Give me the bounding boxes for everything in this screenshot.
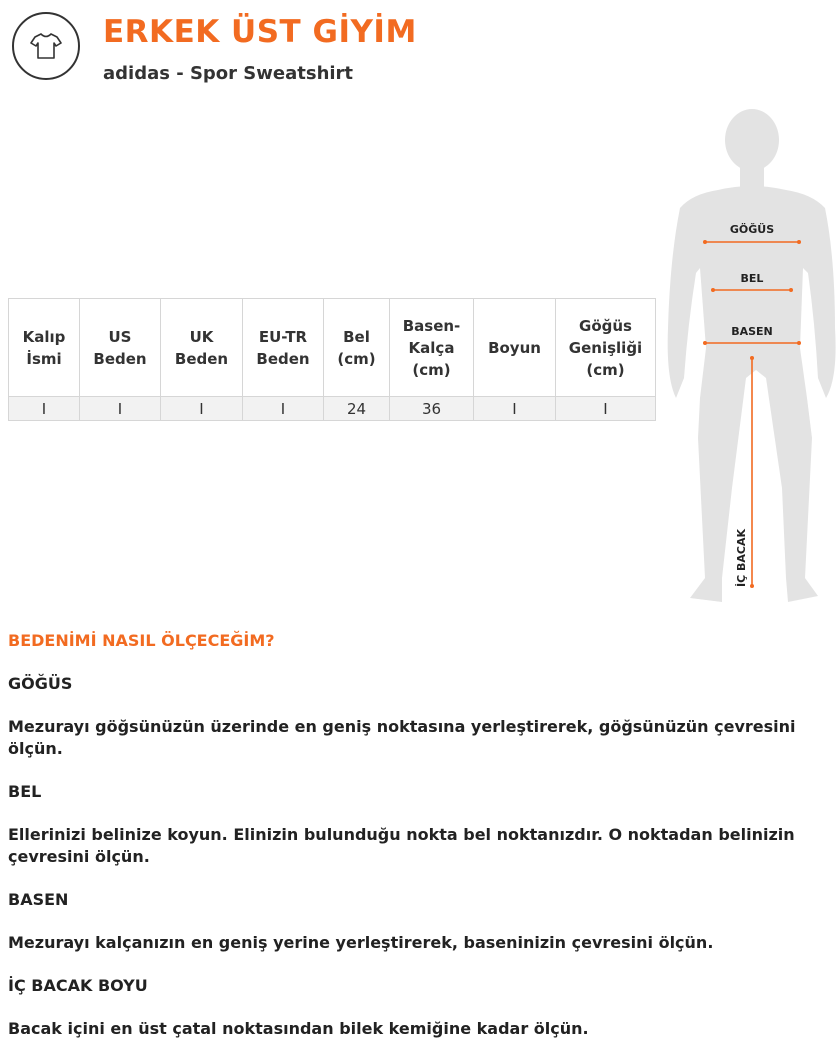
- column-header: [9, 299, 80, 397]
- inseam-measure-line: [750, 356, 754, 588]
- table-cell: I: [9, 397, 80, 421]
- table-cell: 36: [390, 397, 474, 421]
- column-header-text: (cm): [337, 349, 376, 368]
- inseam-label: İÇ BACAK: [735, 528, 748, 588]
- column-header-text: Genişliği: [568, 338, 643, 357]
- table-cell: I: [474, 397, 556, 421]
- hip-label: BASEN: [731, 325, 773, 338]
- table-body: [9, 397, 656, 421]
- size-table: [8, 298, 656, 421]
- column-header-text: Beden: [174, 349, 229, 368]
- column-header: [161, 299, 243, 397]
- column-header: [243, 299, 324, 397]
- product-name: adidas - Spor Sweatshirt: [103, 63, 354, 84]
- column-header-text: EU-TR: [258, 327, 308, 346]
- measurement-guide: [8, 630, 808, 1040]
- column-header: [474, 299, 556, 397]
- column-header-text: Kalıp: [22, 327, 66, 346]
- body-measurement-figure: [660, 108, 840, 608]
- column-header: [390, 299, 474, 397]
- inseam-instruction: Bacak içini en üst çatal noktasından bilek kemiğine kadar ölçün.: [8, 1019, 589, 1038]
- table-row: [9, 397, 656, 421]
- size-table-container: [8, 298, 656, 421]
- column-header-text: Basen-: [402, 316, 461, 335]
- guide-title: BEDENİMİ NASIL ÖLÇECEĞİM?: [8, 631, 275, 650]
- column-header: [556, 299, 656, 397]
- tshirt-icon: [12, 12, 80, 80]
- waist-label: BEL: [740, 272, 764, 285]
- table-cell: I: [161, 397, 243, 421]
- column-header-text: US: [108, 327, 132, 346]
- chest-heading: GÖĞÜS: [8, 674, 73, 693]
- column-header-text: Beden: [256, 349, 310, 368]
- table-cell: I: [556, 397, 656, 421]
- inseam-heading: İÇ BACAK BOYU: [8, 976, 148, 995]
- column-header-text: Kalça: [408, 338, 455, 357]
- column-header: [324, 299, 390, 397]
- column-header-text: Göğüs: [579, 316, 632, 335]
- chest-label: GÖĞÜS: [729, 223, 775, 236]
- hip-heading: BASEN: [8, 890, 69, 909]
- column-header-text: (cm): [412, 360, 451, 379]
- column-header-text: UK: [189, 327, 214, 346]
- column-header-text: Bel: [343, 327, 370, 346]
- waist-heading: BEL: [8, 782, 42, 801]
- table-cell: 24: [324, 397, 390, 421]
- column-header-text: Boyun: [488, 338, 541, 357]
- column-header-text: İsmi: [26, 349, 62, 368]
- waist-instruction: Ellerinizi belinize koyun. Elinizin bulunduğu nokta bel noktanızdır. O noktadan belinizin çevresini ölçün.: [8, 825, 795, 866]
- column-header-text: (cm): [586, 360, 625, 379]
- table-header-row: [9, 299, 656, 397]
- table-cell: I: [80, 397, 161, 421]
- column-header: [80, 299, 161, 397]
- column-header-text: Beden: [93, 349, 147, 368]
- chest-instruction: Mezurayı göğsünüzün üzerinde en geniş noktasına yerleştirerek, göğsünüzün çevresini ölçün.: [8, 717, 796, 758]
- table-cell: I: [243, 397, 324, 421]
- hip-instruction: Mezurayı kalçanızın en geniş yerine yerleştirerek, baseninizin çevresini ölçün.: [8, 933, 714, 952]
- category-title: ERKEK ÜST GİYİM: [103, 14, 417, 50]
